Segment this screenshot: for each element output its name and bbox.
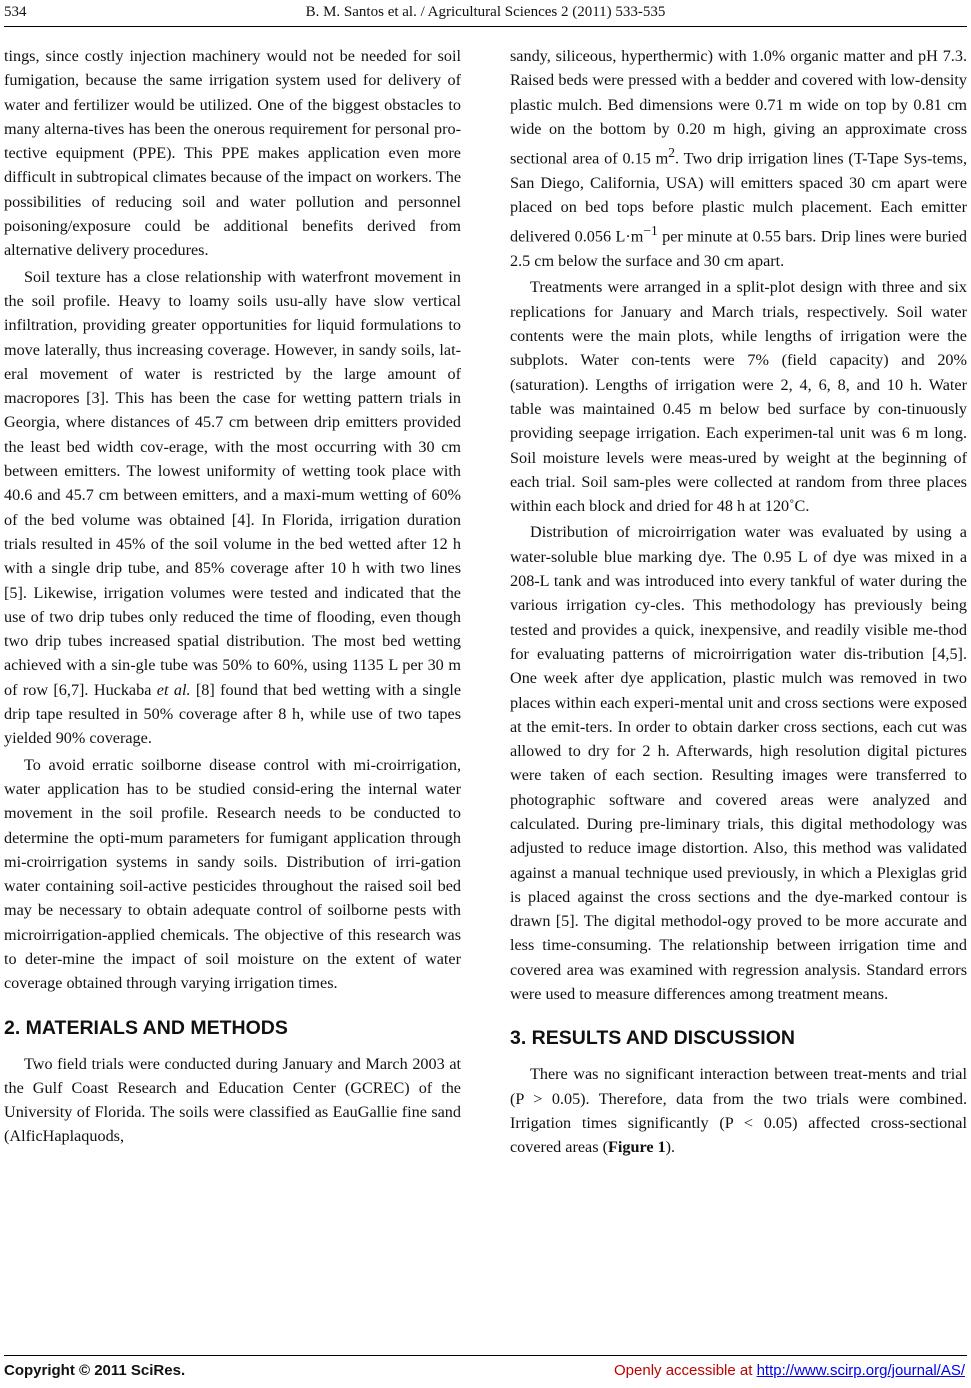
superscript-minus-one: −1 xyxy=(643,223,658,239)
author-huckaba: Huckaba xyxy=(93,680,152,699)
paragraph-6: Treatments were arranged in a split-plot design with three and six replications for January and March trials, respectively. Soil water contents were the main plots, while lengths of irrigation were the subplots. Water con-tents were 7% (field capacity) and 20% (saturation). Lengths of irrigation were 2, 4, 6, 8, and 10 h. Water table was maintained 0.45 m below bed surface by con-tinuously providing seepage irrigation. Each experimen-tal unit was 6 m long. Soil moisture levels were meas-ured by weight at the beginning of each trial. Soil sam-ples were collected at random from three places within each block and dried for 48 h at 120˚C. xyxy=(510,278,967,516)
open-access-notice xyxy=(614,1362,965,1379)
header-rule xyxy=(4,26,967,27)
page-footer xyxy=(0,1362,971,1384)
footer-rule xyxy=(4,1355,967,1356)
journal-link[interactable]: http://www.scirp.org/journal/AS/ xyxy=(756,1362,965,1379)
paragraph-8-part-b: ). xyxy=(665,1138,676,1157)
superscript-squared: 2 xyxy=(668,145,675,161)
paragraph-5 xyxy=(510,44,967,273)
paragraph-2 xyxy=(4,265,461,751)
figure-reference[interactable]: Figure 1 xyxy=(607,1138,666,1157)
paragraph-5-part-b: . Two drip irrigation lines (T-Tape Sys-tems, San Diego, California, USA) will emitters spaced 30 cm apart were placed on bed tops before plastic mulch placement. Each emitter delivered 0.056 L·m xyxy=(510,149,967,246)
paragraph-2-body: Soil texture has a close relationship with waterfront movement in the soil profile. Heavy to loamy soils usu-ally have slow vertical infiltration, providing greater opportunities for liquid formulations to move laterally, thus increasing coverage. However, in sandy soils, lat-eral movement of water is restricted by the large amount of macropores [3]. This has been the case for wetting pattern trials in Georgia, where distances of 45.7 cm between drip emitters provided the least bed width cov-erage, with the most occurring with 30 cm between emitters. The lowest uniformity of wetting took place with 40.6 and 45.7 cm between emitters, and a maxi-mum wetting of 60% of the bed volume was obtained [4]. In Florida, irrigation duration trials resulted in 45% of the soil volume in the bed wetted after 12 h with a single drip tube, and 85% coverage after 10 h with two lines [5]. Likewise, irrigation volumes were tested and indicated that the use of two drip tubes only reduced the time of flooding, even though two drip tubes increased spatial distribution. The most bed wetting achieved with a sin-gle tube was 50% to 60%, using 1135 L per 30 m of row [6,7]. xyxy=(4,267,461,699)
paragraph-8-part-a: There was no significant interaction between treat-ments and trial (P > 0.05). Therefore, data from the two trials were combined. Irrigation times significantly (P < 0.05) affected cross-sectional covered areas ( xyxy=(510,1065,967,1157)
open-access-label: Openly accessible at xyxy=(614,1362,757,1379)
section-heading-results-discussion: 3. RESULTS AND DISCUSSION xyxy=(510,1027,795,1050)
paragraph-5-part-a: sandy, siliceous, hyperthermic) with 1.0% organic matter and pH 7.3. Raised beds were pressed with a bedder and covered with low-density plastic mulch. Bed dimensions were 0.71 m wide on top by 0.81 cm wide on the bottom by 0.20 m high, giving an approximate cross sectional area of 0.15 m xyxy=(510,47,967,168)
section-heading-materials-methods: 2. MATERIALS AND METHODS xyxy=(4,1016,288,1039)
page-number: 534 xyxy=(4,4,27,20)
paragraph-4: Two field trials were conducted during January and March 2003 at the Gulf Coast Research and Education Center (GCREC) of the University of Florida. The soils were classified as EauGallie fine sand (AlficHaplaquods, xyxy=(4,1054,461,1146)
paragraph-1: tings, since costly injection machinery would not be needed for soil fumigation, because the same irrigation system used for delivery of water and fertilizer would be utilized. One of the biggest obstacles to many alterna-tives has been the onerous requirement for personal pro-tective equipment (PPE). This PPE makes application even more difficult in subtropical climates because of the impact on workers. The possibilities of reducing soil and water pollution and personnel poisoning/exposure could be additional benefits derived from alternative delivery procedures. xyxy=(4,47,461,260)
left-column xyxy=(4,44,461,1149)
running-citation: B. M. Santos et al. / Agricultural Sciences 2 (2011) 533-535 xyxy=(305,4,666,20)
paragraph-3: To avoid erratic soilborne disease control with mi-croirrigation, water application has to be studied consid-ering the internal water movement in the soil profile. Research needs to be conducted to determine the opti-mum parameters for fumigant application through mi-croirrigation systems in sandy soils. Distribution of irri-gation water containing soil-active pesticides throughout the raised soil bed may be necessary to obtain adequate control of soilborne pests with microirrigation-applied chemicals. The objective of this research was to deter-mine the impact of soil moisture on the extent of water coverage obtained through varying irrigation times. xyxy=(4,755,461,993)
right-column xyxy=(510,44,967,1160)
paragraph-5-part-c: per minute at 0.55 bars. Drip lines were buried 2.5 cm below the surface and 30 cm apart. xyxy=(510,227,968,271)
copyright-notice: Copyright © 2011 SciRes. xyxy=(4,1362,186,1379)
running-head xyxy=(0,4,971,24)
paragraph-7: Distribution of microirrigation water was evaluated by using a water-soluble blue marking dye. The 0.95 L of dye was mixed in a 208-L tank and was introduced into every tankful of water during the various irrigation cy-cles. This methodology has previously being tested and provides a quick, inexpensive, and readily visible me-thod for evaluating patterns of microirrigation water dis-tribution [4,5]. One week after dye application, plastic mulch was removed in two places within each experi-mental unit and cross sections were exposed at the emit-ters. In order to obtain darker cross sections, each cut was allowed to dry for 2 h. Afterwards, high resolution digital pictures were taken of each section. Resulting images were transferred to photographic software and covered areas were analyzed and calculated. During pre-liminary trials, this digital methodology was adjusted to reduce image distortion. Also, this method was validated against a manual technique used previously, in which a Plexiglas grid is placed against the cross sections and the dye-marked contour is drawn [5]. The digital methodol-ogy proved to be more accurate and less time-consuming. The relationship between irrigation time and covered area was examined with regression analysis. Standard errors were used to measure differences among treatment means. xyxy=(510,523,967,1004)
paragraph-8 xyxy=(510,1062,967,1159)
paragraph-2-tail: [8] found that bed wetting with a single drip tape resulted in 50% coverage after 8 h, while use of two tapes yielded 90% coverage. xyxy=(4,680,462,748)
et-al: et al. xyxy=(156,680,191,699)
